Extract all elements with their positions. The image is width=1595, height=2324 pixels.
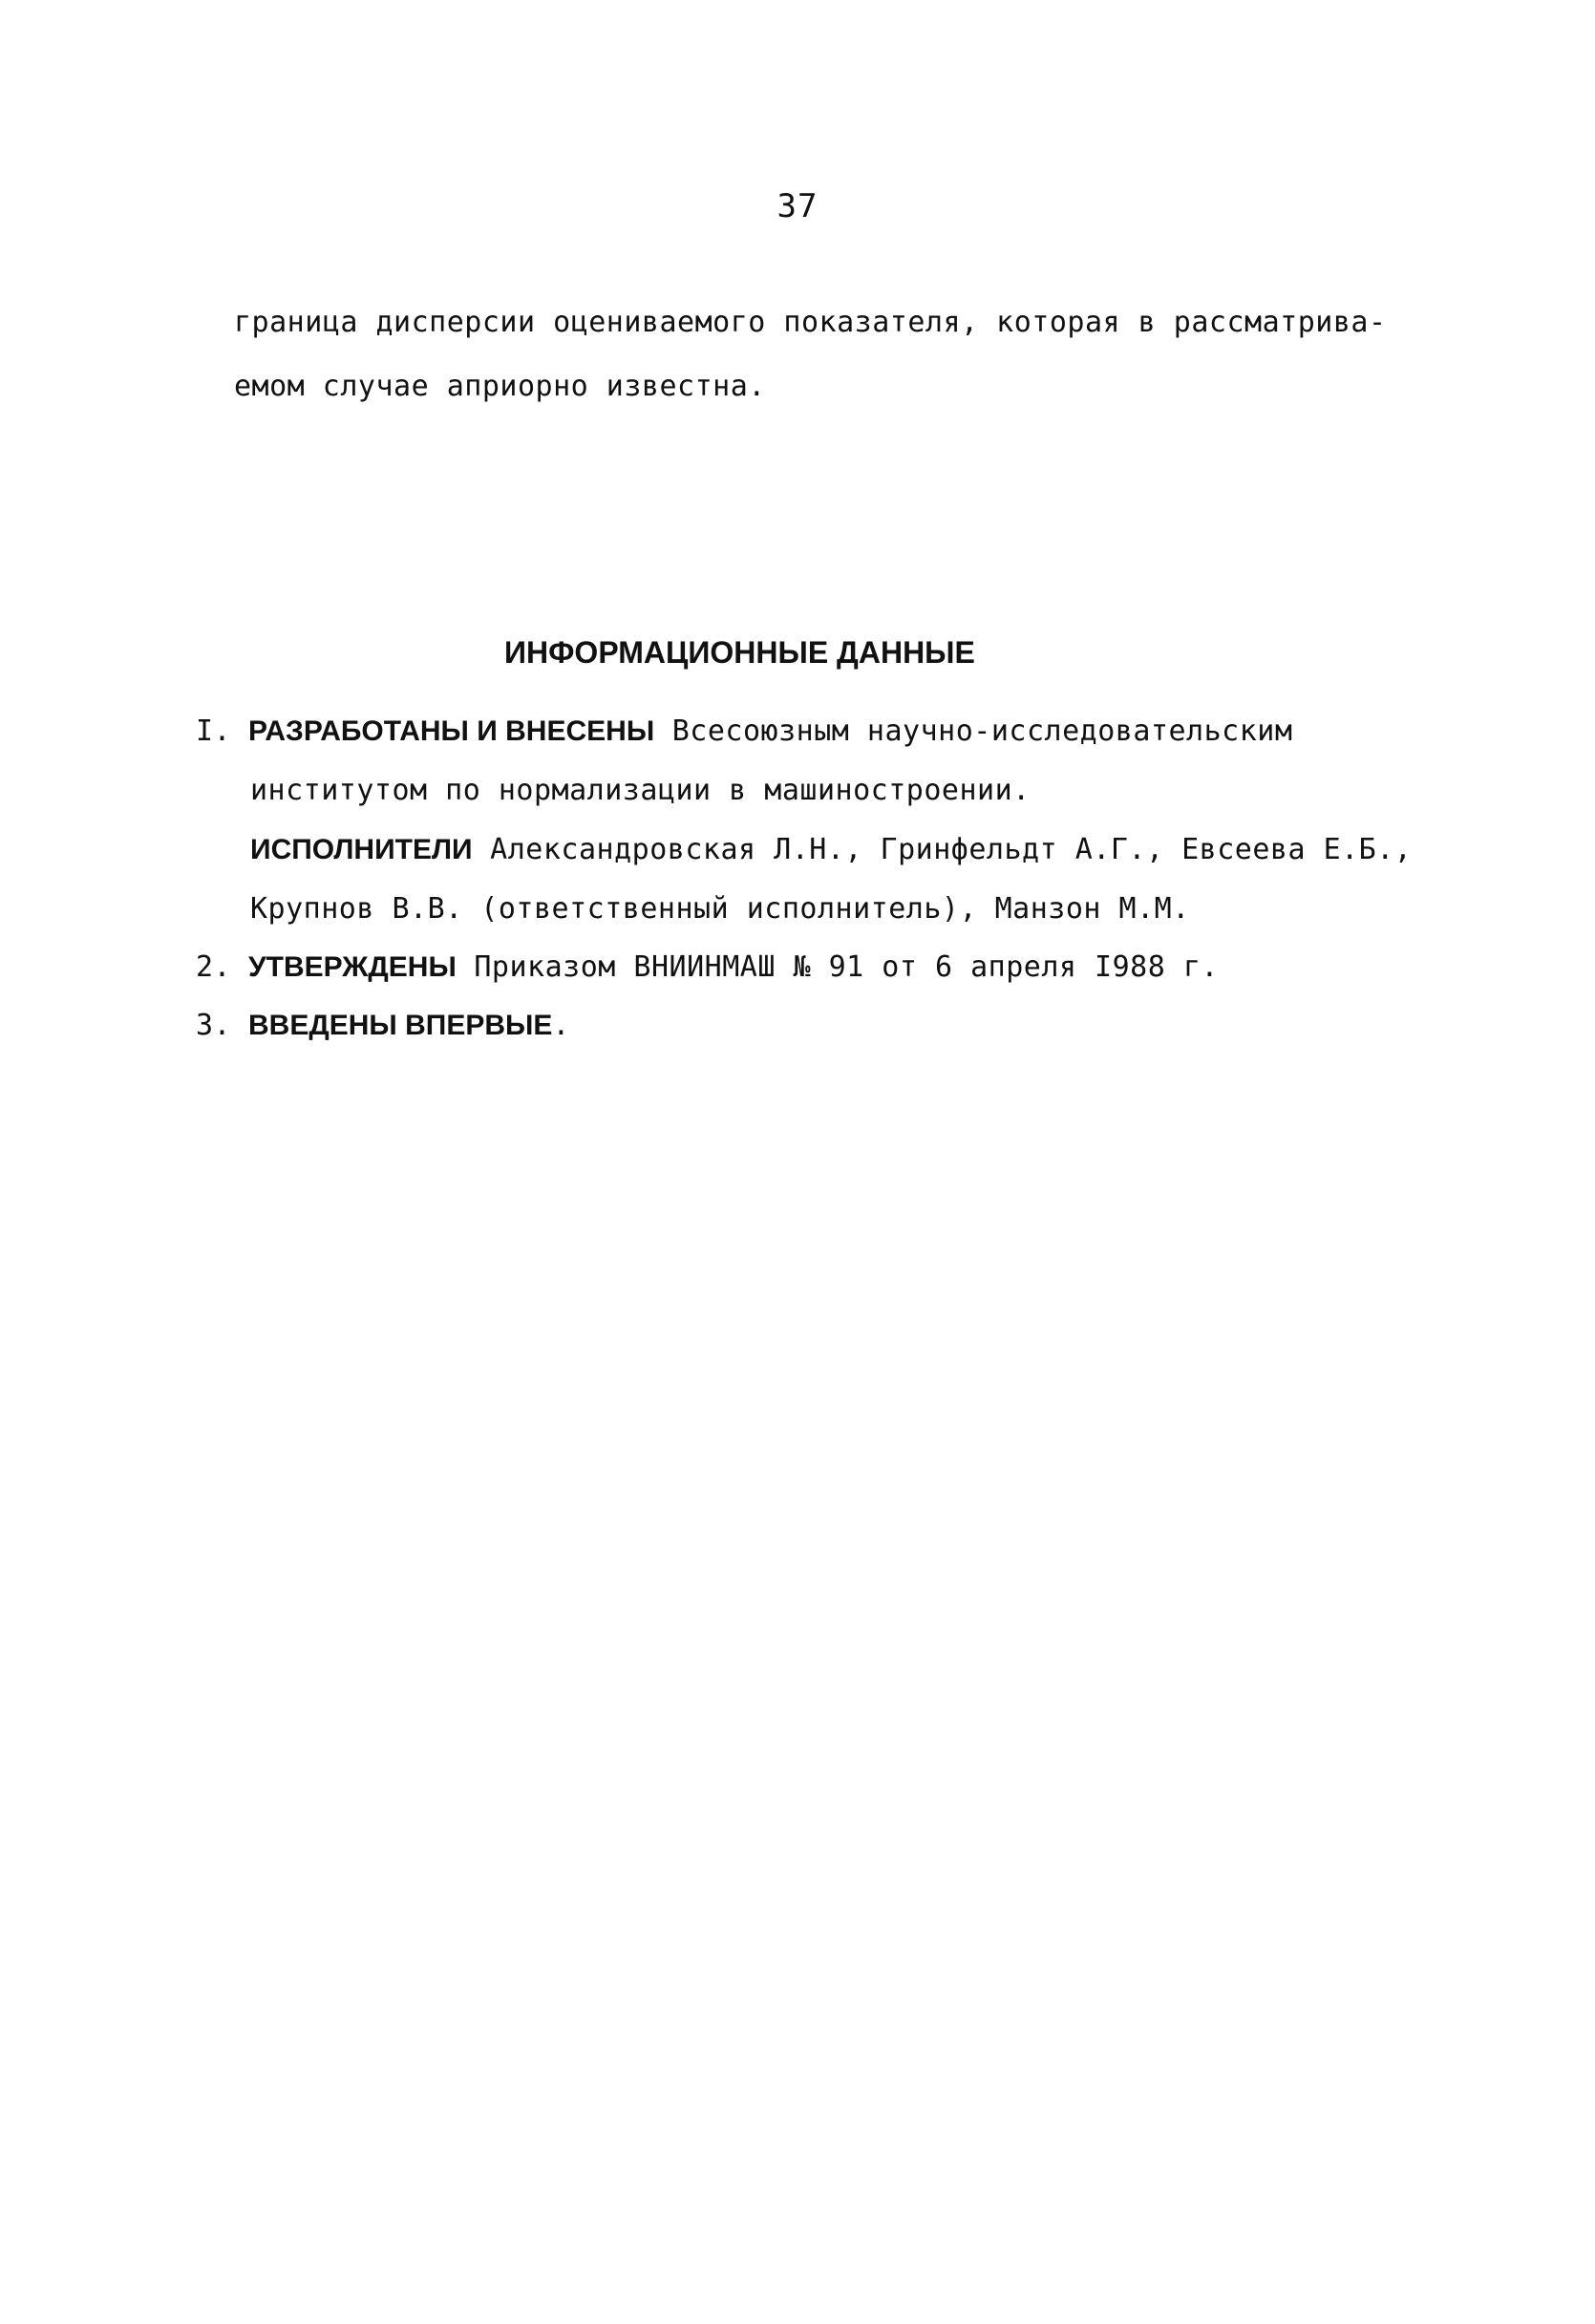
item-2-number: 2.	[196, 950, 232, 984]
item-3-line	[196, 1009, 570, 1042]
intro-line-1: граница дисперсии оцениваемого показателя, которая в рассматрива-	[234, 306, 1387, 339]
item-1-executors-line-1	[250, 833, 1412, 866]
item-1-text: Всесоюзным научно-исследовательским	[654, 714, 1293, 748]
section-heading: ИНФОРМАЦИОННЫЕ ДАННЫЕ	[504, 635, 975, 670]
item-1-line	[196, 714, 1292, 748]
item-2-label: УТВЕРЖДЕНЫ	[248, 951, 457, 983]
item-1-continuation: институтом по нормализации в машиностроении.	[250, 774, 1031, 807]
item-2-line	[196, 950, 1219, 984]
item-1-label: РАЗРАБОТАНЫ И ВНЕСЕНЫ	[248, 715, 655, 747]
executors-names-1: Александровская Л.Н., Гринфельдт А.Г., Евсеева Е.Б.,	[472, 833, 1413, 866]
page-number: 37	[776, 187, 819, 225]
item-1-number: I.	[196, 714, 232, 748]
intro-line-2: емом случае априорно известна.	[234, 370, 766, 403]
executors-label: ИСПОЛНИТЕЛИ	[250, 834, 473, 865]
item-3-number: 3.	[196, 1009, 232, 1042]
item-3-text: .	[552, 1009, 570, 1042]
item-2-text: Приказом ВНИИНМАШ № 91 от 6 апреля I988 г.	[456, 950, 1219, 984]
item-1-executors-line-2: Крупнов В.В. (ответственный исполнитель), Манзон М.М.	[250, 892, 1190, 926]
item-3-label: ВВЕДЕНЫ ВПЕРВЫЕ	[248, 1010, 553, 1041]
